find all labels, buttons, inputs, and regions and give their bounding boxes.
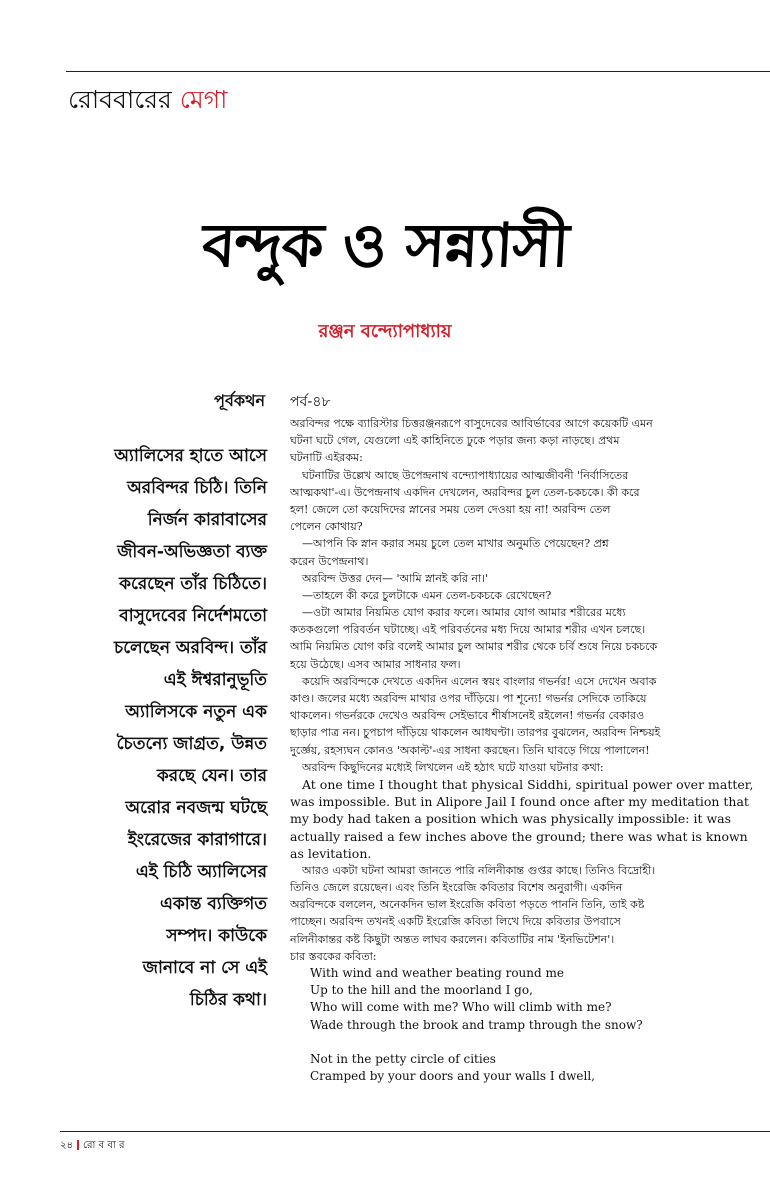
summary-line: করছে যেন। তার — [156, 766, 267, 786]
article-line: as levitation. — [290, 845, 372, 861]
article-line: Not in the petty circle of cities — [310, 1051, 496, 1066]
article-line: ছাড়ার পাত্র নন। চুপচাপ দাঁড়িয়ে থাকলেন আধঘণ্টা। তারপর বুঝলেন, অরবিন্দ নিশ্চয়ই — [290, 726, 661, 740]
summary-line: অরবিন্দর চিঠি। তিনি — [127, 478, 267, 498]
summary-line: জীবন-অভিজ্ঞতা ব্যক্ত — [117, 542, 267, 562]
article-line: With wind and weather beating round me — [310, 966, 564, 980]
article-line: করেন উপেন্দ্রনাথ। — [290, 554, 369, 568]
article-line: কয়েদি অরবিন্দকে দেখতে একদিন এলেন স্বয়ং বাংলার গভর্নর! এসে দেখেন অবাক — [302, 674, 657, 688]
summary-line: নির্জন কারাবাসের — [147, 510, 267, 530]
article-line: তিনিও জেলে রয়েছেন। এবং তিনি ইংরেজি কবিতার বিশেষ অনুরাগী। একদিন — [290, 881, 623, 895]
summary-line: অ্যালিসকে নতুন এক — [125, 702, 267, 722]
summary-line: অরোর নবজন্ম ঘটছে — [125, 798, 267, 818]
article-line: At one time I thought that physical Siddhi, spiritual power over matter, — [302, 776, 754, 792]
article-line: Who will come with me? Who will climb with me? — [310, 1000, 612, 1015]
article-line: নলিনীকান্তর কষ্ট কিছুটা অন্তত লাঘব করলেন। কবিতাটির নাম 'ইনভিটেশন'। — [290, 932, 615, 946]
summary-line: করেছেন তাঁর চিঠিতে। — [119, 574, 267, 594]
article-line: —তাহলে কী করে চুলটাকে এমন তেল-চকচকে রেখেছেন? — [302, 588, 552, 602]
summary-line: এই চিঠি অ্যালিসের — [135, 862, 267, 882]
episode-label: পর্ব-৪৮ — [290, 394, 331, 410]
summary-line: চলেছেন অরবিন্দ। তাঁর — [114, 638, 267, 658]
article-line: আরও একটা ঘটনা আমরা জানতে পারি নলিনীকান্ত গুপ্তর কাছে। তিনিও বিদ্রোহী। — [302, 863, 656, 877]
article-line: was impossible. But in Alipore Jail I found once after my meditation that — [290, 794, 749, 810]
article-line: থাকলেন। গভর্নরকে দেখেও অরবিন্দ সেইভাবে শীর্ষাসনেই রইলেন! গভর্নর বেকারও — [290, 709, 645, 723]
article-line: আত্মকথা'-এ। উপেন্দ্রনাথ একদিন দেখলেন, অরবিন্দর চুল তেল-চকচকে। কী করে — [290, 485, 640, 499]
summary-line: চিঠির কথা। — [189, 990, 267, 1010]
summary-line: চৈতন্যে জাগ্রত, উন্নত — [116, 734, 267, 754]
summary-line: অ্যালিসের হাতে আসে — [114, 446, 267, 466]
summary-line: এই ঈশ্বরানুভূতি — [163, 670, 267, 690]
top-rule — [66, 71, 770, 72]
section-header — [68, 80, 227, 123]
article-line: অরবিন্দর পক্ষে ব্যারিস্টার চিত্তরঞ্জনরূপে বাসুদেবের আবির্ভাবের আগে কয়েকটি এমন — [290, 417, 653, 430]
article-line: অরবিন্দ উত্তর দেন— 'আমি স্নানই করি না।' — [302, 571, 489, 585]
bottom-rule — [60, 1131, 770, 1132]
article-line: actually raised a few inches above the ground; there was what is known — [290, 828, 748, 844]
section-header-part2: মেগা — [179, 85, 228, 114]
article-line: পাচ্ছেন। অরবিন্দ তখনই একটি ইংরেজি কবিতা লিখে দিয়ে কবিতার উপবাসে — [290, 915, 621, 929]
article-line: ঘটনাটি এইরকম: — [290, 451, 363, 465]
story-title: বন্দুক ও সন্ন্যাসী — [200, 211, 571, 281]
summary-line: ইংরেজের কারাগারে। — [127, 830, 267, 850]
article-line: Cramped by your doors and your walls I dwell, — [310, 1069, 595, 1084]
article-line: পেলেন কোথায়? — [290, 520, 363, 534]
article-line: Wade through the brook and tramp through the snow? — [310, 1017, 643, 1032]
footer-divider — [77, 1140, 79, 1150]
summary-line: একান্ত ব্যক্তিগত — [159, 894, 267, 914]
article-line: চার স্তবকের কবিতা: — [290, 949, 377, 963]
page-number: ২৪ — [60, 1140, 73, 1151]
article-line: অরবিন্দকে বললেন, অনেকদিন ভাল ইংরেজি কবিতা পড়তে পাননি তিনি, তাই কষ্ট — [290, 898, 645, 912]
article-line: আমি নিয়মিত যোগ করি বলেই আমার চুল আমার শরীর থেকে চর্বি শুষে নিয়ে চকচকে — [290, 640, 658, 654]
article-line — [290, 1034, 765, 1051]
article-line: হল! জেলে তো কয়েদিদের স্নানের সময় তেল দেওয়া হয় না! অরবিন্দ তেল — [290, 502, 611, 516]
author-name: রঞ্জন বন্দ্যোপাধ্যায় — [318, 321, 452, 342]
previous-summary — [60, 440, 267, 1016]
article-line: ঘটনা ঘটে গেল, যেগুলো এই কাহিনিতে ঢুকে পড়ার জন্য কড়া নাড়ছে। প্রথম — [290, 434, 620, 448]
article-line: —ওটা আমার নিয়মিত যোগ করার ফলে। আমার যোগ আমার শরীরের মধ্যে — [302, 606, 626, 620]
article-line: ঘটনাটির উল্লেখ আছে উপেন্দ্রনাথ বন্দ্যোপাধ্যায়ের আত্মজীবনী 'নির্বাসিতের — [302, 468, 629, 482]
article-line: দুর্জ্ঞেয়, রহস্যঘন কোনও 'অকাল্ট'-এর সাধনা করছেন। তিনি ঘাবড়ে গিয়ে পালালেন! — [290, 743, 650, 757]
previous-summary-label: পূর্বকথন — [214, 391, 265, 410]
article-line: —আপনি কি স্নান করার সময় চুলে তেল মাখার অনুমতি পেয়েছেন? প্রশ্ন — [302, 537, 609, 551]
article-line: কতকগুলো পরিবর্তন ঘটাচ্ছে। এই পরিবর্তনের মধ্য দিয়ে আমার শরীর এখন চলছে। — [290, 623, 646, 637]
article-body — [290, 415, 765, 1085]
summary-line: জানাবে না সে এই — [142, 958, 267, 978]
article-line: অরবিন্দ কিছুদিনের মধ্যেই লিখলেন এই হঠাৎ ঘটে যাওয়া ঘটনার কথা: — [302, 760, 604, 774]
article-line: হয়ে উঠেছে। এসব আমার সাধনার ফল। — [290, 657, 461, 671]
summary-line: বাসুদেবের নির্দেশমতো — [119, 606, 267, 626]
section-header-part1: রোববারের — [68, 85, 180, 114]
article-line: কাণ্ড। জলের মধ্যে অরবিন্দ মাথার ওপর দাঁড়িয়ে। পা শূন্যে! গভর্নর সেদিকে তাকিয়ে — [290, 692, 647, 705]
magazine-name: রো ব বা র — [83, 1140, 125, 1151]
page-footer — [60, 1138, 125, 1155]
article-line: Up to the hill and the moorland I go, — [310, 983, 533, 998]
summary-line: সম্পদ। কাউকে — [166, 926, 267, 946]
article-line: my body had taken a position which was physically impossible: it was — [290, 811, 732, 827]
